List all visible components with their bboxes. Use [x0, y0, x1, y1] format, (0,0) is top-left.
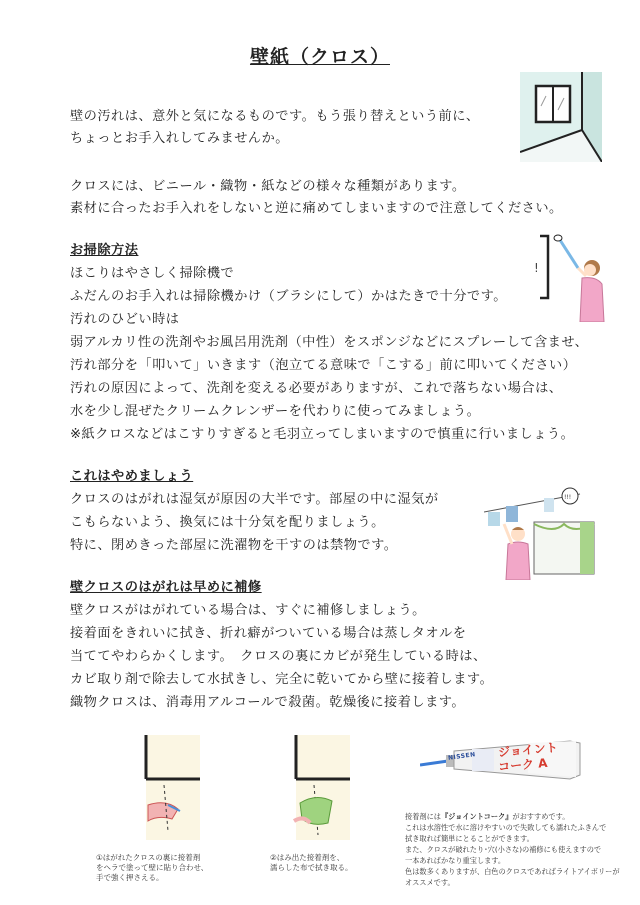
indoor-laundry-illustration [484, 484, 602, 580]
intro-line-1: 壁の汚れは、意外と気になるものです。もう張り替えという前に、 [70, 109, 480, 124]
step1-caption: ①はがれたクロスの裏に接着剤 [96, 853, 201, 862]
step1-caption: 手で強く押さえる。 [96, 873, 164, 882]
avoid-heading: これはやめましょう [70, 469, 194, 484]
repair-line: カビ取り剤で除去して水拭きし、完全に乾いてから壁に接着します。 [70, 672, 494, 687]
types-line-1: クロスには、ビニール・織物・紙などの様々な種類があります。 [70, 179, 466, 194]
product-note-name: 『ジョイントコーク』 [440, 812, 513, 821]
product-note-line: また、クロスが破れたり･穴(小さな)の補修にも使えますので [405, 845, 602, 854]
repair-line: 壁クロスがはがれている場合は、すぐに補修しましょう。 [70, 603, 426, 618]
step2-caption: ②はみ出た接着剤を、 [270, 853, 345, 862]
repair-heading: 壁クロスのはがれは早めに補修 [70, 580, 262, 595]
repair-line: 織物クロスは、消毒用アルコールで殺菌。乾燥後に接着します。 [70, 695, 466, 710]
product-note-suffix: がおすすめです。 [512, 812, 570, 821]
cleaning-line: 汚れの原因によって、洗剤を変える必要がありますが、これで落ちない場合は、 [70, 381, 563, 396]
product-note-line: 色は数多くありますが、白色のクロスであればライトアイボリーが [405, 867, 620, 876]
cleaning-line: ほこりはやさしく掃除機で [70, 266, 235, 281]
tube-name-line1: ジョイント [497, 740, 559, 760]
avoid-line: クロスのはがれは湿気が原因の大半です。部屋の中に湿気が [70, 492, 439, 507]
product-note-line: 拭き取れば簡単にとることができます。 [405, 834, 534, 843]
room-window-illustration [520, 72, 602, 162]
product-note-title [405, 812, 569, 823]
product-note-prefix: 接着剤には [405, 812, 441, 821]
cleaning-line: ふだんのお手入れは掃除機かけ（ブラシにして）かはたきで十分です。 [70, 289, 507, 304]
avoid-line: 特に、閉めきった部屋に洗濯物を干すのは禁物です。 [70, 538, 398, 553]
avoid-line: こもらないよう、換気には十分気を配りましょう。 [70, 515, 385, 530]
product-note-line: これは水溶性で水に溶けやすいので失敗しても濡れたふきんで [405, 823, 607, 832]
page-title: 壁紙（クロス） [249, 46, 390, 68]
cleaning-line: 弱アルカリ性の洗剤やお風呂用洗剤（中性）をスポンジなどにスプレーして含ませ、 [70, 335, 589, 350]
tube-name-line2: コーク A [497, 755, 549, 775]
types-line-2: 素材に合ったお手入れをしないと逆に痛めてしまいますので注意してください。 [70, 201, 563, 216]
step2-wipe-illustration [270, 735, 350, 840]
cleaning-line: 水を少し混ぜたクリームクレンザーを代わりに使ってみましょう。 [70, 404, 481, 419]
cleaning-line: 汚れのひどい時は [70, 312, 180, 327]
repair-line: 接着面をきれいに拭き、折れ癖がついている場合は蒸しタオルを [70, 626, 467, 641]
product-note-line: オススメです。 [405, 878, 455, 887]
woman-dusting-illustration [530, 232, 605, 322]
svg-text:!: ! [534, 261, 539, 275]
tube-brand: NISSEN [447, 751, 477, 762]
cleaning-line: ※紙クロスなどはこすりすぎると毛羽立ってしまいますので慎重に行いましょう。 [70, 427, 575, 442]
intro-line-2: ちょっとお手入れしてみませんか。 [70, 131, 289, 146]
cleaning-heading: お掃除方法 [70, 243, 139, 258]
repair-line: 当ててやわらかくします。 クロスの裏にカビが発生している時は、 [70, 649, 487, 664]
step1-caption: をヘラで塗って壁に貼り合わせ、 [96, 863, 209, 872]
step2-caption: 濡らした布で拭き取る。 [270, 863, 353, 872]
product-note-line: 一本あればかなり重宝します。 [405, 856, 506, 865]
svg-text:!!!: !!! [564, 494, 572, 501]
cleaning-line: 汚れ部分を「叩いて」いきます（泡立てる意味で「こする」前に叩いてください） [70, 358, 577, 373]
step1-glue-illustration [120, 735, 200, 840]
